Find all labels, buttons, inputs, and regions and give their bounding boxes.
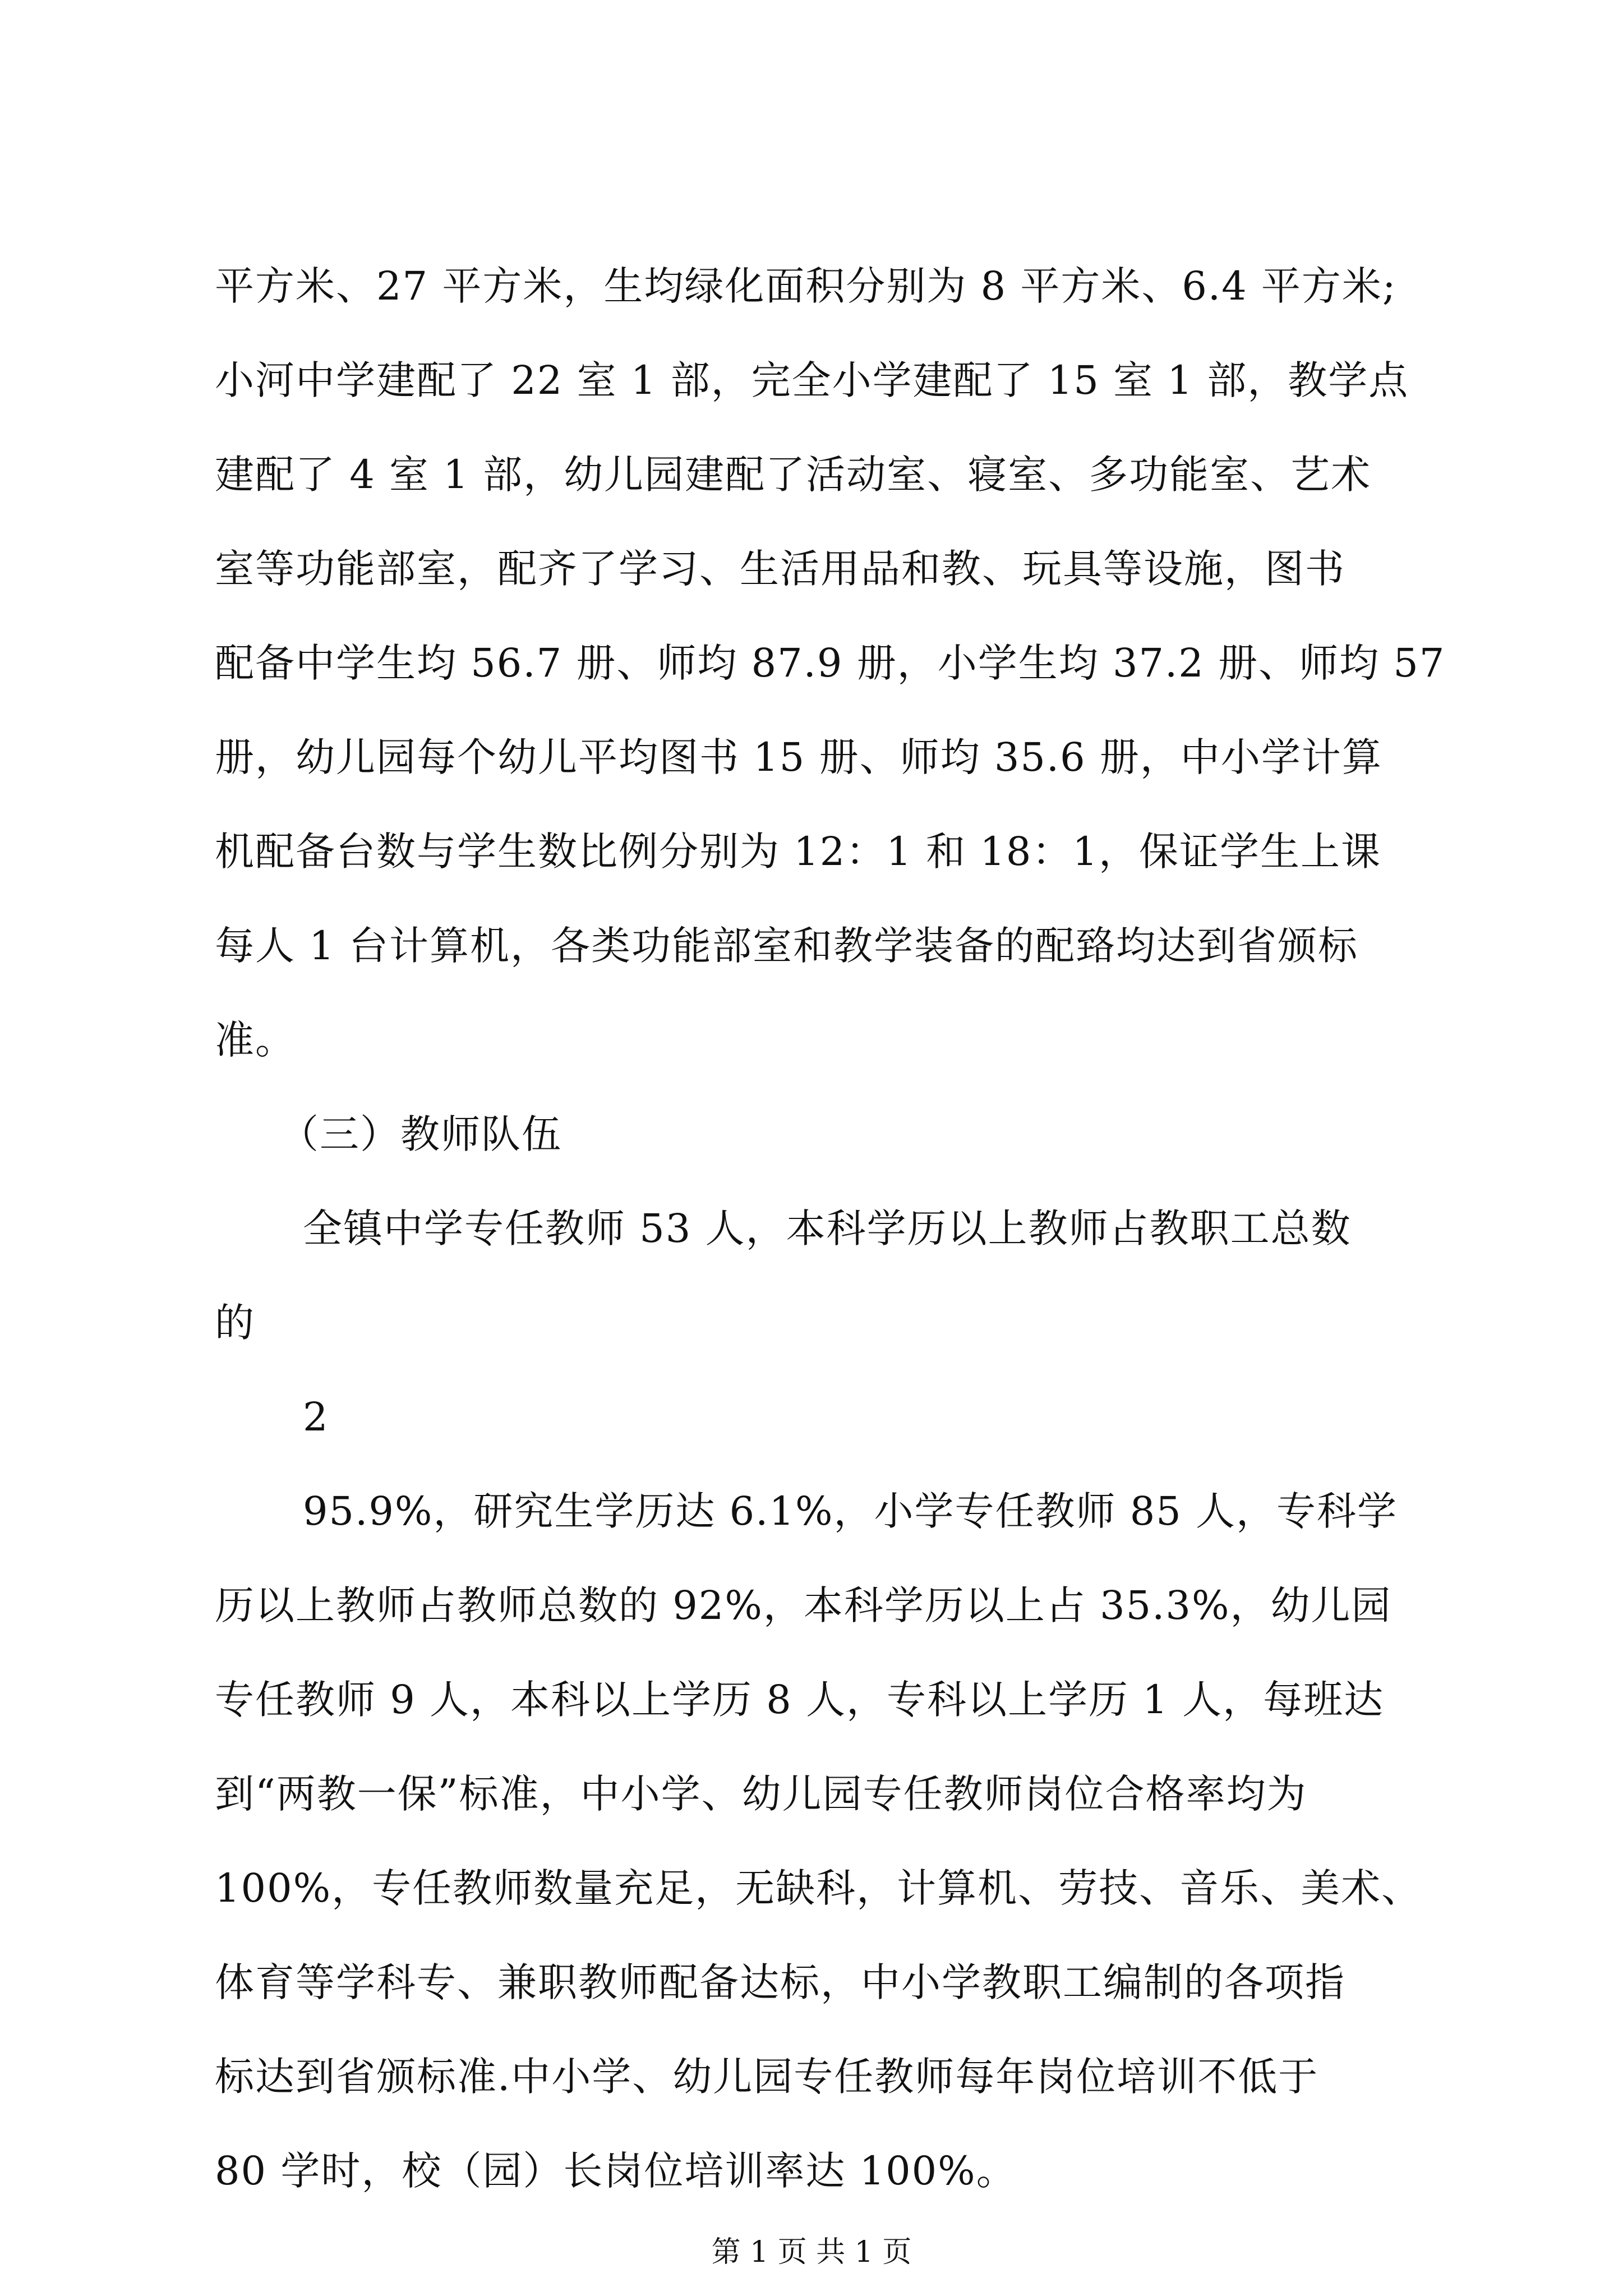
body-text-line: 体育等学科专、兼职教师配备达标，中小学教职工编制的各项指 [215,1959,1345,2005]
body-text-line: 的 [215,1300,255,1346]
section-heading: （三）教师队伍 [279,1111,562,1157]
body-text-line: 全镇中学专任教师 53 人，本科学历以上教师占教职工总数 [303,1205,1352,1251]
body-text-line: 到“两教一保”标准，中小学、幼儿园专任教师岗位合格率均为 [215,1771,1307,1817]
body-text-line: 100%，专任教师数量充足，无缺科，计算机、劳技、音乐、美术、 [215,1865,1422,1911]
page-footer: 第 1 页 共 1 页 [711,2235,912,2269]
body-text-line: 小河中学建配了 22 室 1 部，完全小学建配了 15 室 1 部，教学点 [215,357,1409,403]
body-text-line: 80 学时，校（园）长岗位培训率达 100%。 [215,2148,1017,2194]
body-text-line: 室等功能部室，配齐了学习、生活用品和教、玩具等设施，图书 [215,546,1345,592]
body-text-line: 机配备台数与学生数比例分别为 12：1 和 18：1，保证学生上课 [215,829,1381,875]
body-text-line: 建配了 4 室 1 部，幼儿园建配了活动室、寝室、多功能室、艺术 [215,452,1372,498]
body-text-line: 专任教师 9 人，本科以上学历 8 人，专科以上学历 1 人，每班达 [215,1677,1385,1723]
body-text-line: 册，幼儿园每个幼儿平均图书 15 册、师均 35.6 册，中小学计算 [215,734,1382,780]
body-text-line: 配备中学生均 56.7 册、师均 87.9 册，小学生均 37.2 册、师均 57 [215,640,1446,686]
body-text-line: 每人 1 台计算机，各类功能部室和教学装备的配臵均达到省颁标 [215,923,1359,969]
body-text-line: 平方米、27 平方米，生均绿化面积分别为 8 平方米、6.4 平方米; [215,263,1397,309]
body-text-line: 准。 [215,1017,296,1063]
page-marker: 2 [303,1394,329,1440]
body-text-line: 标达到省颁标准.中小学、幼儿园专任教师每年岗位培训不低于 [215,2054,1319,2100]
body-text-line: 历以上教师占教师总数的 92%，本科学历以上占 35.3%，幼儿园 [215,1582,1392,1628]
body-text-line: 95.9%，研究生学历达 6.1%，小学专任教师 85 人，专科学 [303,1488,1398,1534]
